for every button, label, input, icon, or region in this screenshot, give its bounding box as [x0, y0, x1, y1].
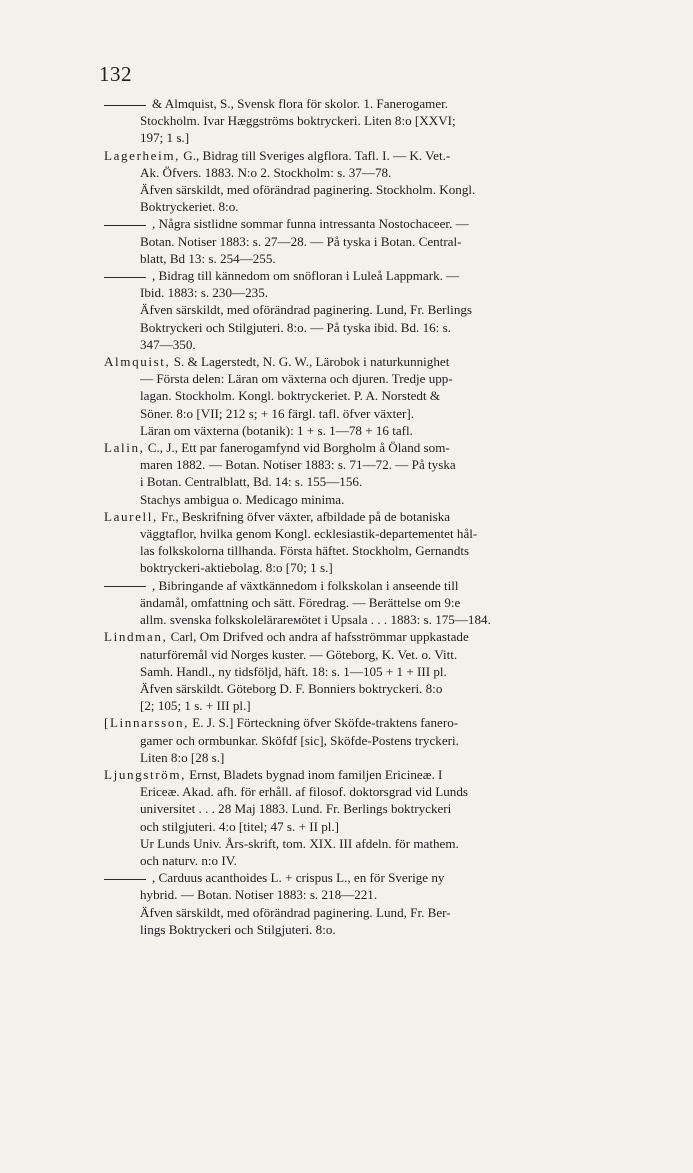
- bibliography-entry: [104, 869, 674, 938]
- entry-line: [104, 301, 674, 318]
- entry-line: [104, 353, 674, 370]
- entry-text: Äfven särskildt, med oförändrad paginering. Stockholm. Kongl.: [140, 182, 476, 198]
- entry-line: [104, 783, 674, 800]
- entry-text: — Första delen: Läran om växterna och djuren. Tredje upp-: [140, 371, 453, 387]
- entry-author: Lalin,: [104, 440, 145, 456]
- entry-line: [104, 869, 674, 886]
- entry-line: [104, 508, 674, 525]
- entry-line: [104, 766, 674, 783]
- entry-text: Ur Lunds Univ. Års-skrift, tom. XIX. III afdeln. för mathem.: [140, 835, 459, 851]
- bibliography-entry: [104, 766, 674, 869]
- bibliography-entry: [104, 508, 674, 577]
- entry-author: [Linnarsson,: [104, 715, 190, 731]
- entry-line: [104, 646, 674, 663]
- entry-text: blatt, Bd 13: s. 254—255.: [140, 250, 276, 266]
- bibliography-entry: [104, 628, 674, 714]
- entry-line: [104, 370, 674, 387]
- entry-text: och stilgjuteri. 4:o [titel; 47 s. + II pl.]: [140, 818, 340, 834]
- entry-text: las folkskolorna tillhanda. Första häftet. Stockholm, Gernandts: [140, 543, 470, 559]
- entry-line: [104, 732, 674, 749]
- entry-text: 347—350.: [140, 336, 196, 352]
- entry-text: Söner. 8:o [VII; 212 s; + 16 färgl. tafl. öfver växter].: [140, 405, 415, 421]
- entry-text: boktryckeri-aktiebolag. 8:o [70; 1 s.]: [140, 560, 333, 576]
- entry-line: [104, 250, 674, 267]
- entry-text: Läran om växterna (botanik): 1 + s. 1—78 + 16 tafl.: [140, 422, 413, 438]
- entry-text: Boktryckeriet. 8:o.: [140, 199, 239, 215]
- entry-text: allm. svenska folkskolelärareмötet i Upsala . . . 1883: s. 175—184.: [140, 612, 491, 628]
- entry-text: Botan. Notiser 1883: s. 27—28. — På tyska i Botan. Central-: [140, 233, 462, 249]
- entry-text: naturföremål vid Norges kuster. — Göteborg, K. Vet. o. Vitt.: [140, 646, 458, 662]
- entry-text: Ernst, Bladets bygnad inom familjen Ericineæ. I: [185, 766, 443, 782]
- entry-text: maren 1882. — Botan. Notiser 1883: s. 71—72. — På tyska: [140, 457, 456, 473]
- entry-line: [104, 628, 674, 645]
- entry-line: [104, 835, 674, 852]
- entry-text: Stockholm. Ivar Hæggströms boktryckeri. Liten 8:o [XXVI;: [140, 113, 456, 129]
- entry-text: S. & Lagerstedt, N. G. W., Lärobok i naturkunnighet: [170, 354, 450, 370]
- entry-line: [104, 198, 674, 215]
- entry-text: Stachys ambigua o. Medicago minima.: [140, 491, 345, 507]
- entry-line: [104, 525, 674, 542]
- entry-line: [104, 405, 674, 422]
- page-number: 132: [99, 62, 132, 86]
- entry-text: Äfven särskildt. Göteborg D. F. Bonniers boktryckeri. 8:o: [140, 680, 443, 696]
- entry-line: [104, 129, 674, 146]
- repeat-author-dash: [104, 277, 146, 278]
- entry-text: , Några sistlidne sommar funna intressanta Nostochaceer. —: [152, 216, 469, 232]
- entry-text: gamer och ormbunkar. Sköfdf [sic], Sköfde-Postens tryckeri.: [140, 732, 459, 748]
- bibliography-entry: [104, 267, 674, 353]
- entry-text: hybrid. — Botan. Notiser 1883: s. 218—221.: [140, 887, 378, 903]
- bibliography-list: [104, 95, 674, 938]
- bibliography-entry: [104, 95, 674, 147]
- entry-text: , Carduus acanthoides L. + crispus L., en för Sverige ny: [152, 870, 445, 886]
- bibliography-entry: [104, 714, 674, 766]
- entry-text: Äfven särskildt, med oförändrad paginering. Lund, Fr. Ber-: [140, 904, 451, 920]
- entry-line: [104, 422, 674, 439]
- entry-text: , Bidrag till kännedom om snöfloran i Luleå Lappmark. —: [152, 268, 460, 284]
- entry-author: Almquist,: [104, 354, 171, 370]
- entry-text: Fr., Beskrifning öfver växter, afbildade på de botaniska: [157, 508, 451, 524]
- entry-line: [104, 904, 674, 921]
- entry-text: C., J., Ett par fanerogamfynd vid Borgholm å Öland som-: [144, 440, 450, 456]
- entry-line: [104, 886, 674, 903]
- entry-text: Äfven särskildt, med oförändrad paginering. Lund, Fr. Berlings: [140, 302, 473, 318]
- entry-line: [104, 112, 674, 129]
- entry-line: [104, 611, 674, 628]
- entry-text: Liten 8:o [28 s.]: [140, 749, 225, 765]
- entry-line: [104, 818, 674, 835]
- entry-text: Ibid. 1883: s. 230—235.: [140, 285, 269, 301]
- entry-line: [104, 542, 674, 559]
- entry-line: [104, 680, 674, 697]
- entry-text: & Almquist, S., Svensk flora för skolor. 1. Fanerogamer.: [152, 96, 449, 111]
- entry-line: [104, 491, 674, 508]
- entry-line: [104, 181, 674, 198]
- entry-text: Samh. Handl., ny tidsföljd, häft. 18: s. 1—105 + 1 + III pl.: [140, 663, 447, 679]
- bibliography-entry: [104, 147, 674, 216]
- entry-text: ändamål, omfattning och sätt. Föredrag. — Berättelse om 9:e: [140, 594, 461, 610]
- entry-author: Ljungström,: [104, 766, 186, 782]
- entry-line: [104, 319, 674, 336]
- repeat-author-dash: [104, 879, 146, 880]
- entry-text: i Botan. Centralblatt, Bd. 14: s. 155—156.: [140, 474, 363, 490]
- entry-text: Carl, Om Drifved och andra af hafsströmmar uppkastade: [167, 629, 469, 645]
- repeat-author-dash: [104, 586, 146, 587]
- entry-line: [104, 439, 674, 456]
- entry-line: [104, 387, 674, 404]
- entry-line: [104, 215, 674, 232]
- entry-line: [104, 663, 674, 680]
- entry-author: Lindman,: [104, 629, 168, 645]
- entry-text: Ericeæ. Akad. afh. för erhåll. af filosof. doktorsgrad vid Lunds: [140, 784, 468, 800]
- entry-line: [104, 800, 674, 817]
- entry-author: Lagerheim,: [104, 147, 180, 163]
- entry-line: [104, 284, 674, 301]
- entry-text: , Bibringande af växtkännedom i folkskolan i anseende till: [152, 577, 459, 593]
- entry-text: lings Boktryckeri och Stilgjuteri. 8:o.: [140, 921, 336, 937]
- entry-line: [104, 852, 674, 869]
- bibliography-entry: [104, 439, 674, 508]
- entry-text: Ak. Öfvers. 1883. N:o 2. Stockholm: s. 37—78.: [140, 164, 392, 180]
- entry-line: [104, 164, 674, 181]
- entry-text: och naturv. n:o IV.: [140, 852, 237, 868]
- entry-line: [104, 697, 674, 714]
- entry-line: [104, 267, 674, 284]
- entry-line: [104, 577, 674, 594]
- entry-text: Boktryckeri och Stilgjuteri. 8:o. — På tyska ibid. Bd. 16: s.: [140, 319, 451, 335]
- entry-text: E. J. S.] Förteckning öfver Sköfde-traktens fanero-: [189, 715, 459, 731]
- entry-line: [104, 147, 674, 164]
- entry-line: [104, 749, 674, 766]
- entry-text: G., Bidrag till Sveriges algflora. Tafl. I. — K. Vet.-: [179, 147, 451, 163]
- entry-line: [104, 921, 674, 938]
- entry-line: [104, 95, 674, 112]
- entry-line: [104, 559, 674, 576]
- entry-line: [104, 473, 674, 490]
- entry-text: [2; 105; 1 s. + III pl.]: [140, 698, 251, 714]
- entry-text: 197; 1 s.]: [140, 130, 190, 146]
- entry-line: [104, 456, 674, 473]
- repeat-author-dash: [104, 225, 146, 226]
- entry-line: [104, 233, 674, 250]
- entry-line: [104, 594, 674, 611]
- entry-text: universitet . . . 28 Maj 1883. Lund. Fr. Berlings boktryckeri: [140, 801, 452, 817]
- bibliography-entry: [104, 577, 674, 629]
- bibliography-entry: [104, 353, 674, 439]
- entry-author: Laurell,: [104, 508, 158, 524]
- entry-text: lagan. Stockholm. Kongl. boktryckeriet. P. A. Norstedt &: [140, 388, 441, 404]
- bibliography-entry: [104, 215, 674, 267]
- entry-text: väggtaflor, hvilka genom Kongl. ecklesiastik-departementet hål-: [140, 526, 478, 542]
- repeat-author-dash: [104, 105, 146, 106]
- entry-line: [104, 714, 674, 731]
- entry-line: [104, 336, 674, 353]
